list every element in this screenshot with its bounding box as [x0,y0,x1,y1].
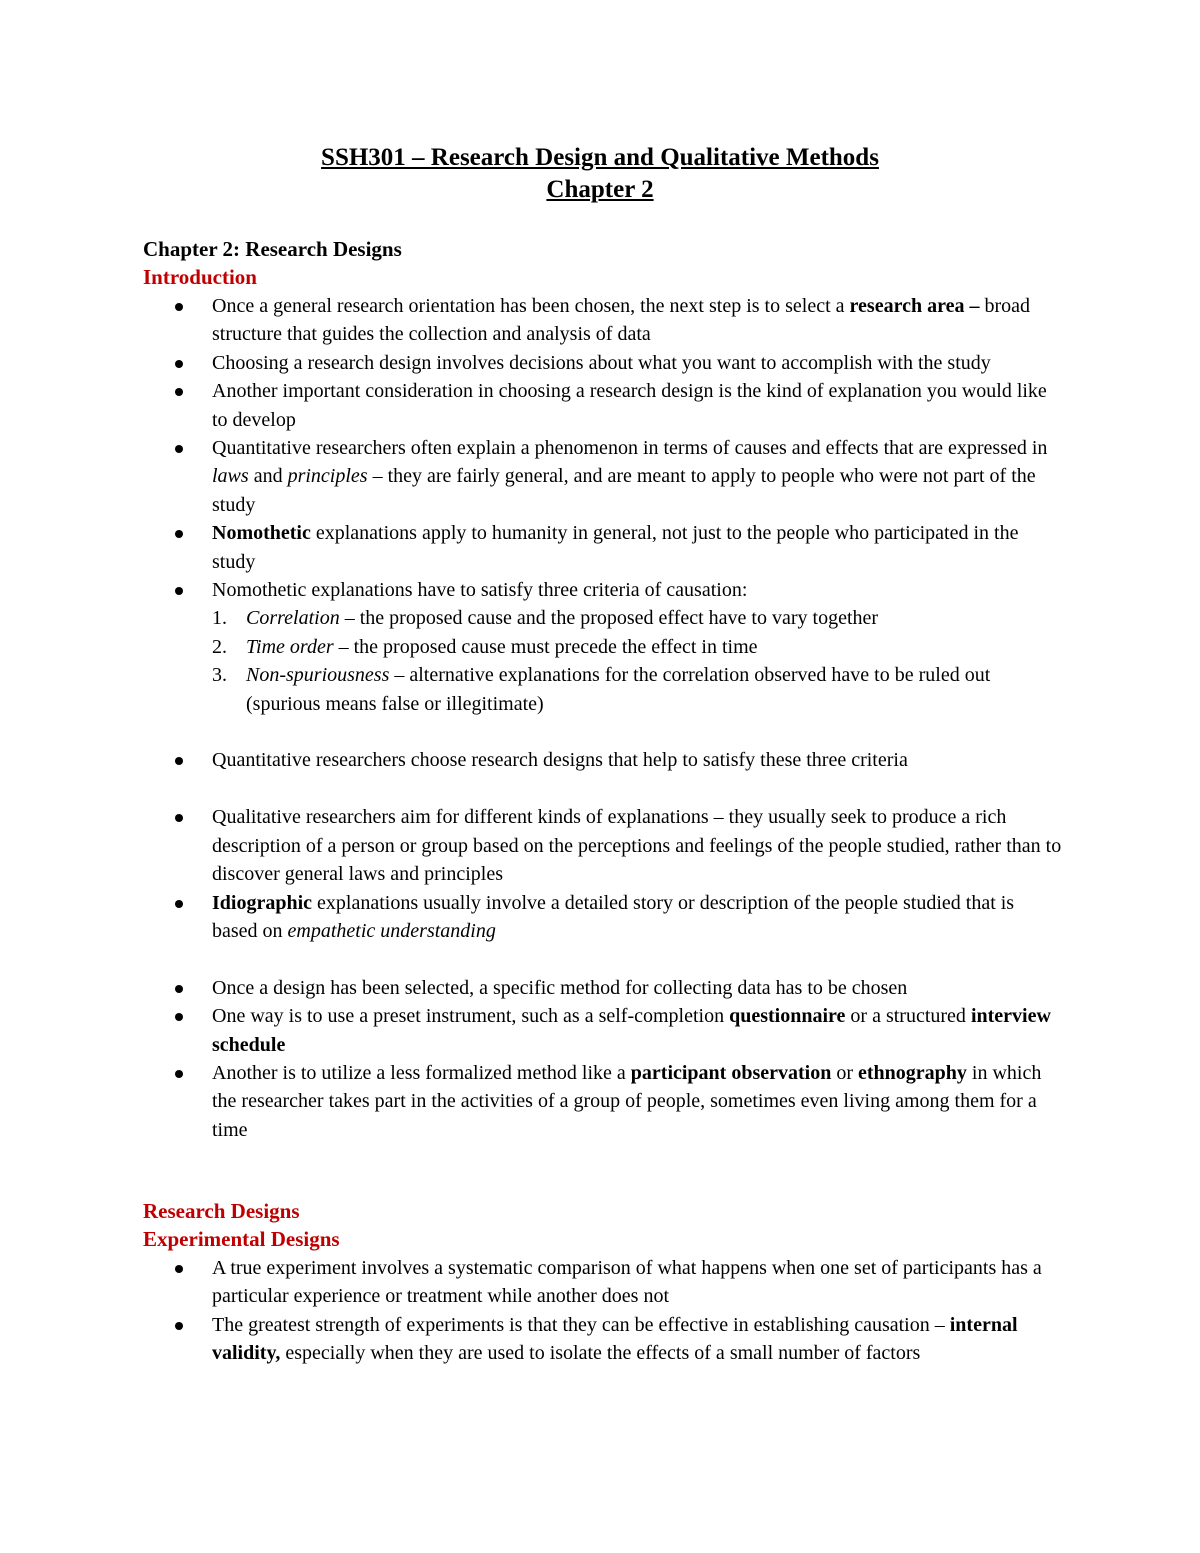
list-item: A true experiment involves a systematic comparison of what happens when one set of participants has a particular experience or treatment while another does not [212,1254,1062,1311]
list-item: Another important consideration in choosing a research design is the kind of explanation you would like to develop [212,377,1062,434]
numbered-item: 2. Time order – the proposed cause must precede the effect in time [212,635,758,658]
list-item: One way is to use a preset instrument, such as a self-completion questionnaire or a structured interview schedule [212,1002,1062,1059]
document-subtitle: Chapter 2 [546,176,654,203]
numbered-item: 3. Non-spuriousness – alternative explanations for the correlation observed have to be ruled out (spurious means false or illegitimate) [212,664,991,715]
chapter-heading: Chapter 2: Research Designs [143,237,402,261]
causation-criteria-list [212,604,1062,718]
section-heading-introduction: Introduction [143,265,257,289]
section-heading-research-designs: Research Designs [143,1199,300,1223]
numbered-item: 1. Correlation – the proposed cause and the proposed effect have to vary together [212,607,879,630]
document-title: SSH301 – Research Design and Qualitative Methods [321,144,879,171]
experimental-designs-bullet-list [212,1254,1062,1368]
section-heading-experimental-designs: Experimental Designs [143,1227,340,1251]
list-item: Idiographic explanations usually involve a detailed story or description of the people studied that is based on empathetic understanding [212,889,1062,946]
introduction-bullet-list [212,292,1062,1144]
list-item: Qualitative researchers aim for different kinds of explanations – they usually seek to produce a rich description of a person or group based on the perceptions and feelings of the people studied, rather than to discover general laws and principles [212,803,1062,888]
list-item: Quantitative researchers often explain a phenomenon in terms of causes and effects that are expressed in laws and principles – they are fairly general, and are meant to apply to people who were not part of the study [212,434,1062,519]
list-item: Another is to utilize a less formalized method like a participant observation or ethnography in which the researcher takes part in the activities of a group of people, sometimes even living among them for a time [212,1059,1062,1144]
list-item: Once a design has been selected, a specific method for collecting data has to be chosen [212,974,1062,1002]
list-item: Nomothetic explanations have to satisfy three criteria of causation: 1. Correlation – the proposed cause and the proposed effect have to vary together 2. Time order – the proposed cause must precede the effect in time 3. Non-spuriousness – alternative explanations for the correlation observed have to be ruled out (spurious means false or illegitimate) [212,576,1062,718]
list-item: Quantitative researchers choose research designs that help to satisfy these three criteria [212,746,1062,774]
list-item: The greatest strength of experiments is that they can be effective in establishing causation – internal validity, especially when they are used to isolate the effects of a small number of factors [212,1311,1062,1368]
list-item: Once a general research orientation has been chosen, the next step is to select a research area – broad structure that guides the collection and analysis of data [212,292,1062,349]
list-item: Choosing a research design involves decisions about what you want to accomplish with the study [212,349,1062,377]
list-item: Nomothetic explanations apply to humanity in general, not just to the people who participated in the study [212,519,1062,576]
